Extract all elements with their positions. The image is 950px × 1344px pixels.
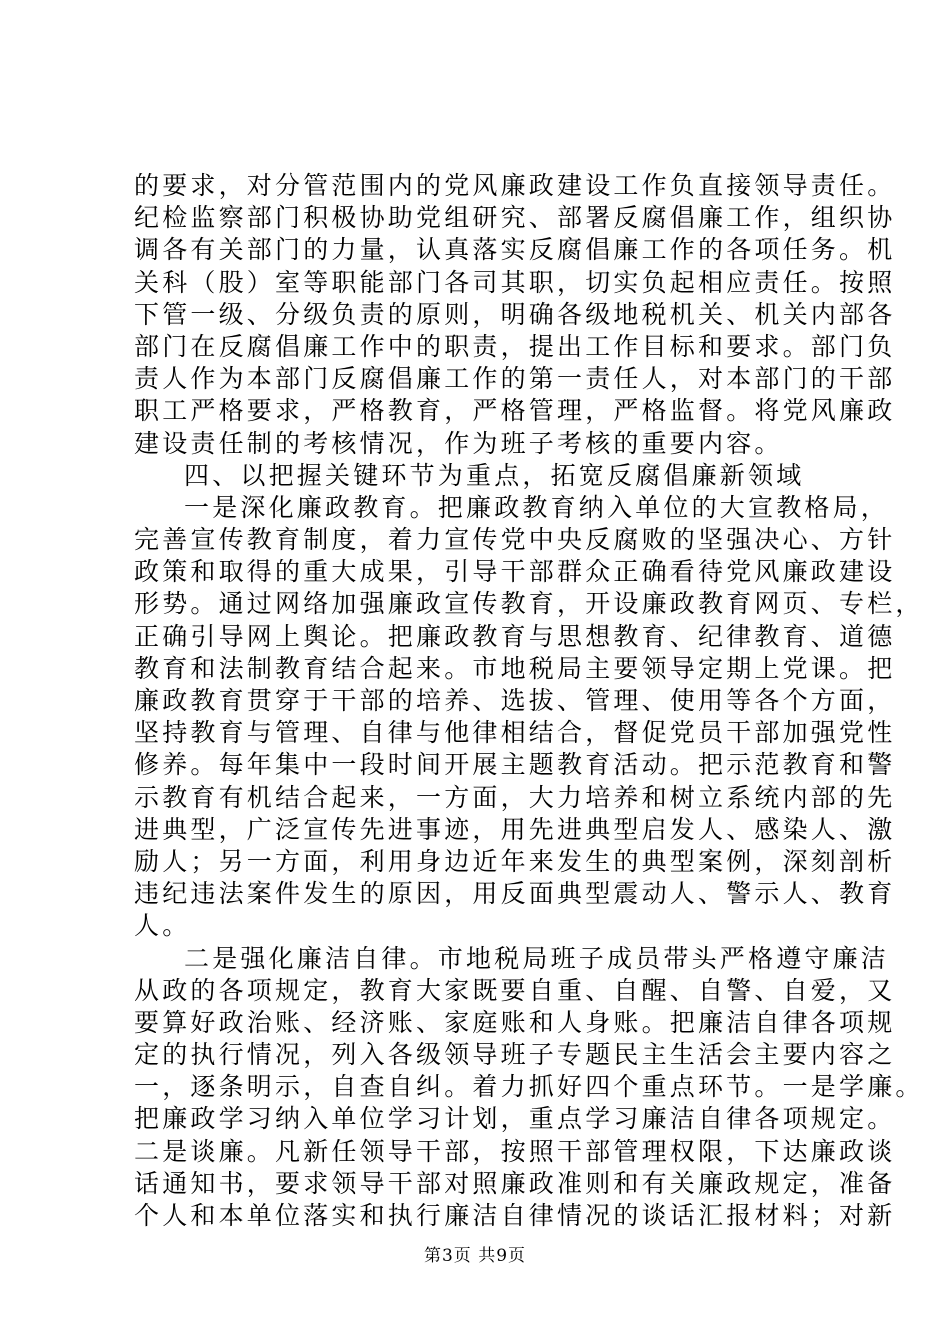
- text-line: 纪检监察部门积极协助党组研究、部署反腐倡廉工作，组织协: [134, 203, 896, 233]
- text-line: 坚持教育与管理、自律与他律相结合，督促党员干部加强党性: [134, 718, 896, 748]
- text-line: 个人和本单位落实和执行廉洁自律情况的谈话汇报材料；对新: [134, 1201, 896, 1230]
- text-line: 政策和取得的重大成果，引导干部群众正确看待党风廉政建设: [134, 557, 896, 587]
- text-line: 二是强化廉洁自律。市地税局班子成员带头严格遵守廉洁: [184, 943, 890, 973]
- text-line: 定的执行情况，列入各级领导班子专题民主生活会主要内容之: [134, 1040, 896, 1070]
- page-footer: 第3页 共9页: [423, 1246, 527, 1266]
- text-line: 二是谈廉。凡新任领导干部，按照干部管理权限，下达廉政谈: [134, 1136, 896, 1166]
- text-line: 正确引导网上舆论。把廉政教育与思想教育、纪律教育、道德: [134, 621, 896, 651]
- text-line: 廉政教育贯穿于干部的培养、选拔、管理、使用等各个方面，: [134, 686, 896, 715]
- text-line: 形势。通过网络加强廉政宣传教育，开设廉政教育网页、专栏，: [134, 589, 924, 619]
- text-line: 部门在反腐倡廉工作中的职责，提出工作目标和要求。部门负: [134, 331, 896, 361]
- text-line: 一，逐条明示，自查自纠。着力抓好四个重点环节。一是学廉。: [134, 1072, 924, 1102]
- text-line: 职工严格要求，严格教育，严格管理，严格监督。将党风廉政: [134, 396, 896, 426]
- text-line: 励人；另一方面，利用身边近年来发生的典型案例，深刻剖析: [134, 846, 896, 876]
- text-line: 把廉政学习纳入单位学习计划，重点学习廉洁自律各项规定。: [134, 1104, 896, 1134]
- text-line: 关科（股）室等职能部门各司其职，切实负起相应责任。按照: [134, 267, 896, 297]
- text-line: 责人作为本部门反腐倡廉工作的第一责任人，对本部门的干部: [134, 364, 896, 394]
- text-line: 话通知书，要求领导干部对照廉政准则和有关廉政规定，准备: [134, 1168, 896, 1198]
- text-line: 四、以把握关键环节为重点，拓宽反腐倡廉新领域: [184, 460, 805, 490]
- text-line: 下管一级、分级负责的原则，明确各级地税机关、机关内部各: [134, 299, 896, 329]
- text-line: 进典型，广泛宣传先进事迹，用先进典型启发人、感染人、激: [134, 814, 896, 844]
- document-body: [134, 170, 924, 1232]
- text-line: 建设责任制的考核情况，作为班子考核的重要内容。: [134, 428, 783, 458]
- text-line: 要算好政治账、经济账、家庭账和人身账。把廉洁自律各项规: [134, 1007, 896, 1037]
- text-line: 从政的各项规定，教育大家既要自重、自醒、自警、自爱，又: [134, 975, 896, 1005]
- text-line: 的要求，对分管范围内的党风廉政建设工作负直接领导责任。: [134, 171, 896, 200]
- text-line: 示教育有机结合起来，一方面，大力培养和树立系统内部的先: [134, 782, 896, 812]
- text-line: 人。: [134, 911, 191, 941]
- text-line: 一是深化廉政教育。把廉政教育纳入单位的大宣教格局，: [184, 492, 890, 522]
- text-line: 教育和法制教育结合起来。市地税局主要领导定期上党课。把: [134, 653, 896, 683]
- text-line: 违纪违法案件发生的原因，用反面典型震动人、警示人、教育: [134, 879, 896, 909]
- text-line: 完善宣传教育制度，着力宣传党中央反腐败的坚强决心、方针: [134, 525, 896, 555]
- text-line: 修养。每年集中一段时间开展主题教育活动。把示范教育和警: [134, 750, 896, 780]
- text-line: 调各有关部门的力量，认真落实反腐倡廉工作的各项任务。机: [134, 235, 896, 265]
